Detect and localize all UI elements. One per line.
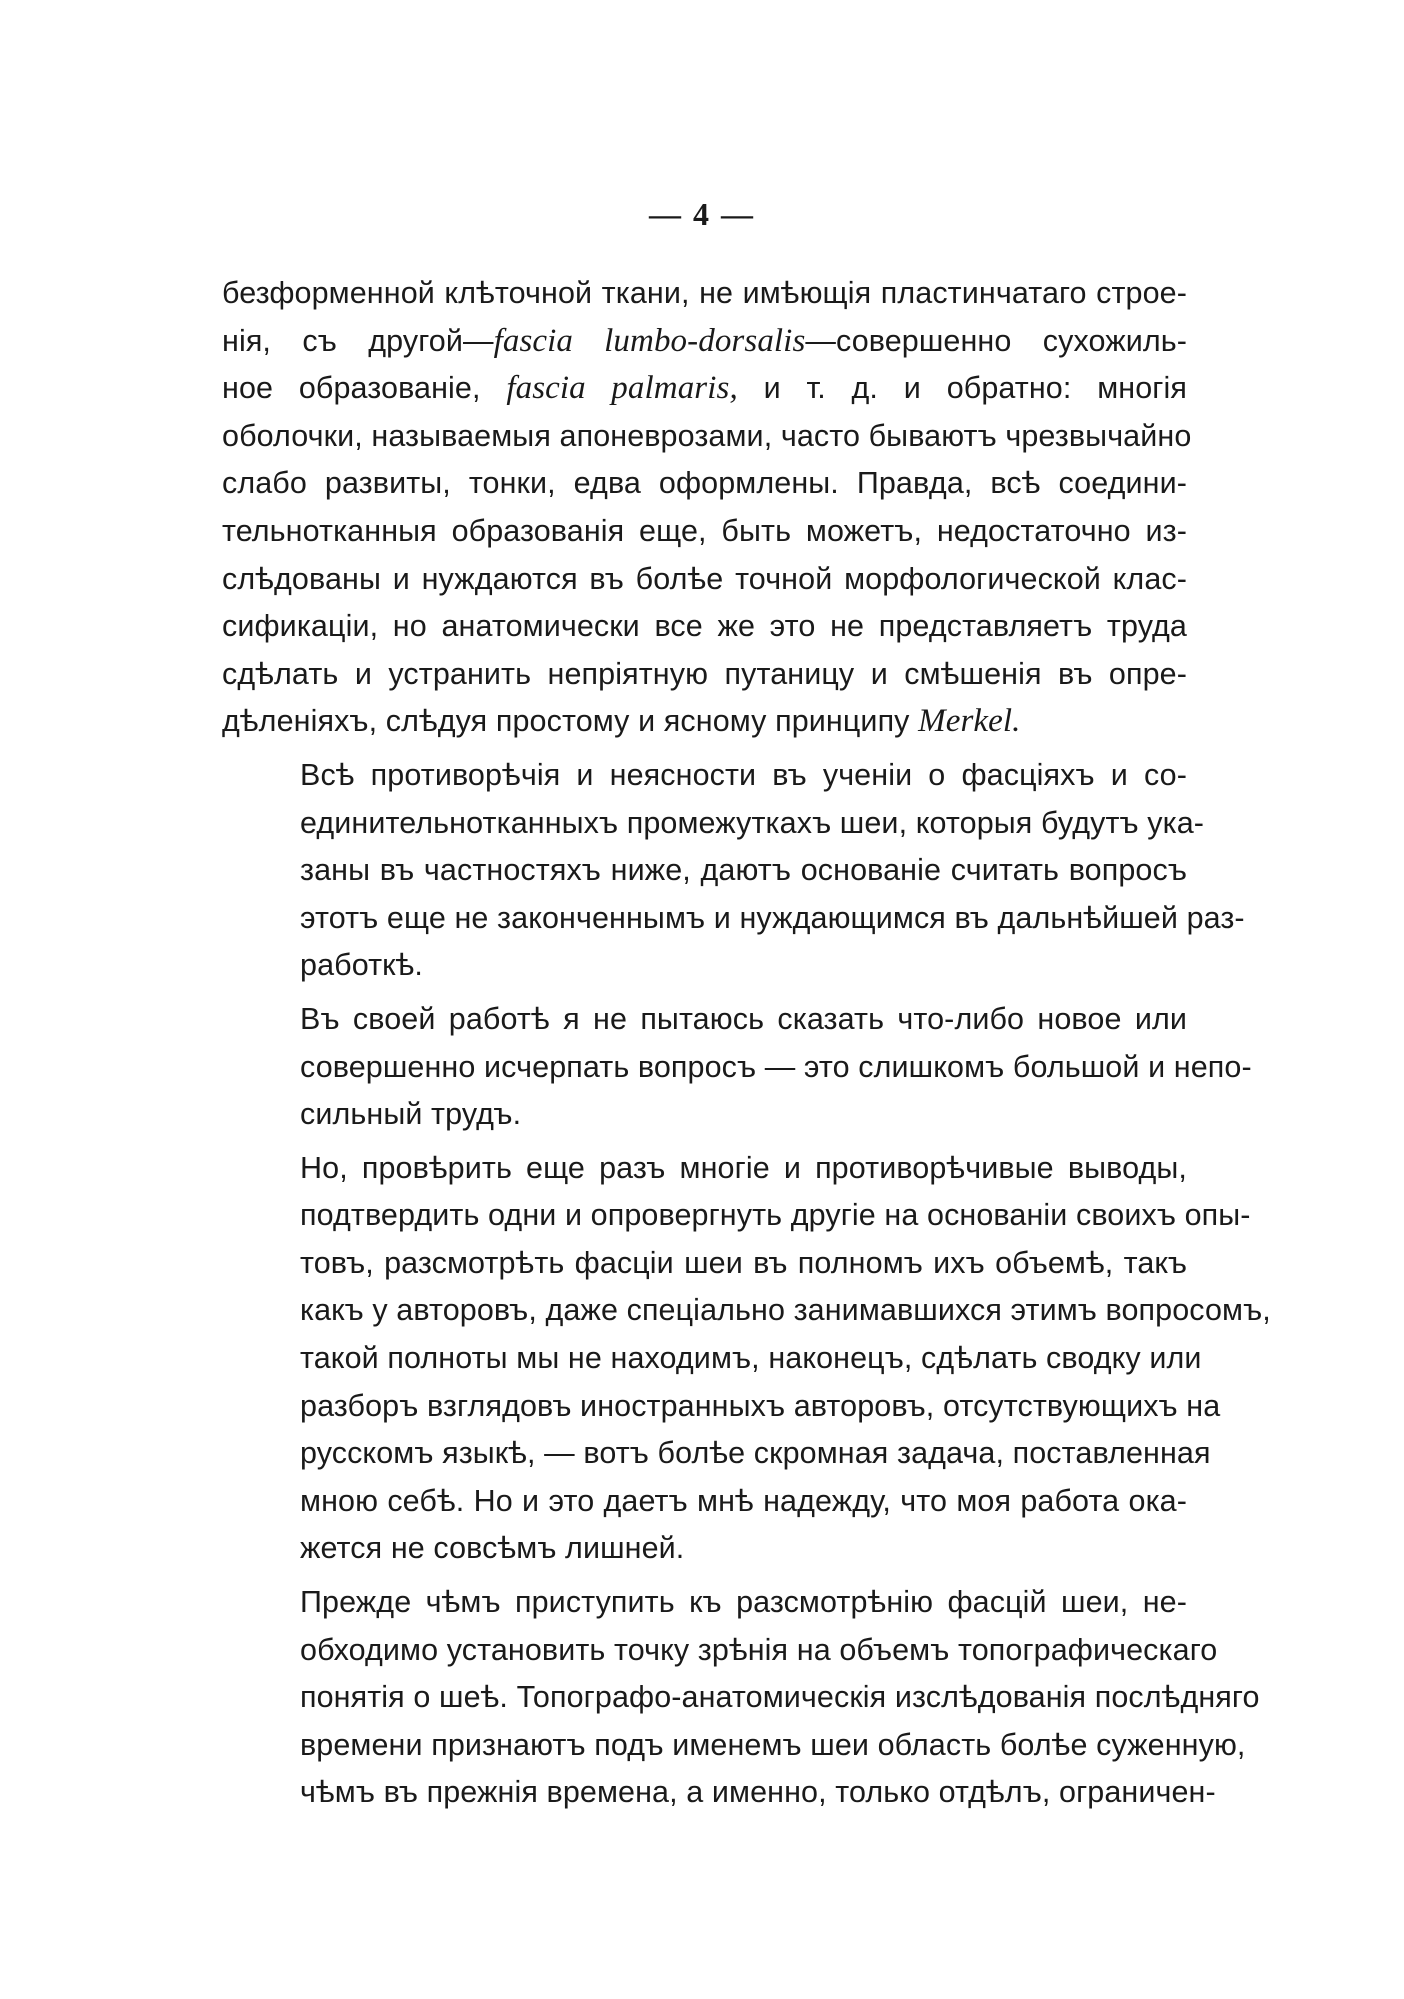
text-line: такой полноты мы не находимъ, наконецъ, сдѣлать сводку или — [300, 1341, 1202, 1376]
text-line: чѣмъ въ прежнія времена, а именно, только отдѣлъ, ограничен- — [300, 1775, 1216, 1810]
text-line: заны въ частностяхъ ниже, даютъ основаніе считать вопросъ — [300, 853, 1187, 888]
paragraph — [222, 996, 1252, 1139]
paragraph — [222, 1579, 1260, 1817]
paragraph — [222, 752, 1245, 990]
latin-term: Merkel. — [918, 703, 1021, 740]
text-line: безформенной клѣточной ткани, не имѣющія пластинчатаго строе- — [222, 276, 1187, 310]
text-line: нія, съ другой—fascia lumbo-dorsalis—совершенно сухожиль- — [222, 322, 1188, 359]
text-line: разборъ взглядовъ иностранныхъ авторовъ, отсутствующихъ на — [300, 1388, 1221, 1423]
text-line: совершенно исчерпать вопросъ — это слишкомъ большой и непо- — [300, 1049, 1252, 1084]
text-line: времени признаютъ подъ именемъ шеи область болѣе суженную, — [300, 1727, 1246, 1762]
text-line: этотъ еще не законченнымъ и нуждающимся въ дальнѣйшей раз- — [300, 900, 1245, 935]
text-line: обходимо установить точку зрѣнія на объемъ топографическаго — [300, 1632, 1218, 1667]
paragraph — [222, 1145, 1271, 1573]
latin-term: fascia lumbo-dorsalis — [493, 322, 806, 359]
text-line: Всѣ противорѣчія и неясности въ ученіи о фасціяхъ и со- — [300, 757, 1187, 792]
text-line: дѣленіяхъ, слѣдуя простому и ясному принципу Merkel. — [222, 703, 1021, 740]
text-line: Въ своей работѣ я не пытаюсь сказать что-либо новое или — [300, 1001, 1187, 1036]
text-line: понятія о шеѣ. Топографо-анатомическія изслѣдованія послѣдняго — [300, 1680, 1260, 1715]
text-line: работкѣ. — [300, 948, 423, 983]
text-line: какъ у авторовъ, даже спеціально занимавшихся этимъ вопросомъ, — [300, 1293, 1271, 1328]
latin-term: fascia palmaris, — [506, 370, 738, 407]
text-line: тельнотканныя образованія еще, быть можетъ, недостаточно из- — [222, 513, 1187, 548]
text-line: сильный трудъ. — [300, 1097, 522, 1132]
paragraph — [222, 270, 1192, 746]
text-line: жется не совсѣмъ лишней. — [300, 1531, 685, 1566]
text-line: русскомъ языкѣ, — вотъ болѣе скромная задача, поставленная — [300, 1436, 1211, 1471]
text-line: слѣдованы и нуждаются въ болѣе точной морфологической клас- — [222, 561, 1187, 596]
text-line: Но, провѣрить еще разъ многіе и противорѣчивые выводы, — [300, 1150, 1187, 1185]
text-line: мною себѣ. Но и это даетъ мнѣ надежду, что моя работа ока- — [300, 1483, 1187, 1518]
text-line: слабо развиты, тонки, едва оформлены. Правда, всѣ соедини- — [222, 466, 1187, 501]
text-line: ное образованіе, fascia palmaris, и т. д. и обратно: многія — [222, 370, 1187, 407]
text-line: единительнотканныхъ промежуткахъ шеи, которыя будутъ ука- — [300, 805, 1205, 840]
page-number: — 4 — — [649, 196, 755, 232]
text-line: сдѣлать и устранить непріятную путаницу и смѣшенія въ опре- — [222, 656, 1187, 691]
text-line: оболочки, называемыя апоневрозами, часто бываютъ чрезвычайно — [222, 418, 1192, 453]
text-line: сификаціи, но анатомически все же это не представляетъ труда — [222, 609, 1187, 644]
text-line: товъ, разсмотрѣть фасціи шеи въ полномъ ихъ объемѣ, такъ — [300, 1245, 1187, 1280]
text-line: Прежде чѣмъ приступить къ разсмотрѣнію фасцій шеи, не- — [300, 1585, 1187, 1620]
body-text — [222, 270, 1271, 1817]
text-line: подтвердить одни и опровергнуть другіе на основаніи своихъ опы- — [300, 1198, 1251, 1233]
